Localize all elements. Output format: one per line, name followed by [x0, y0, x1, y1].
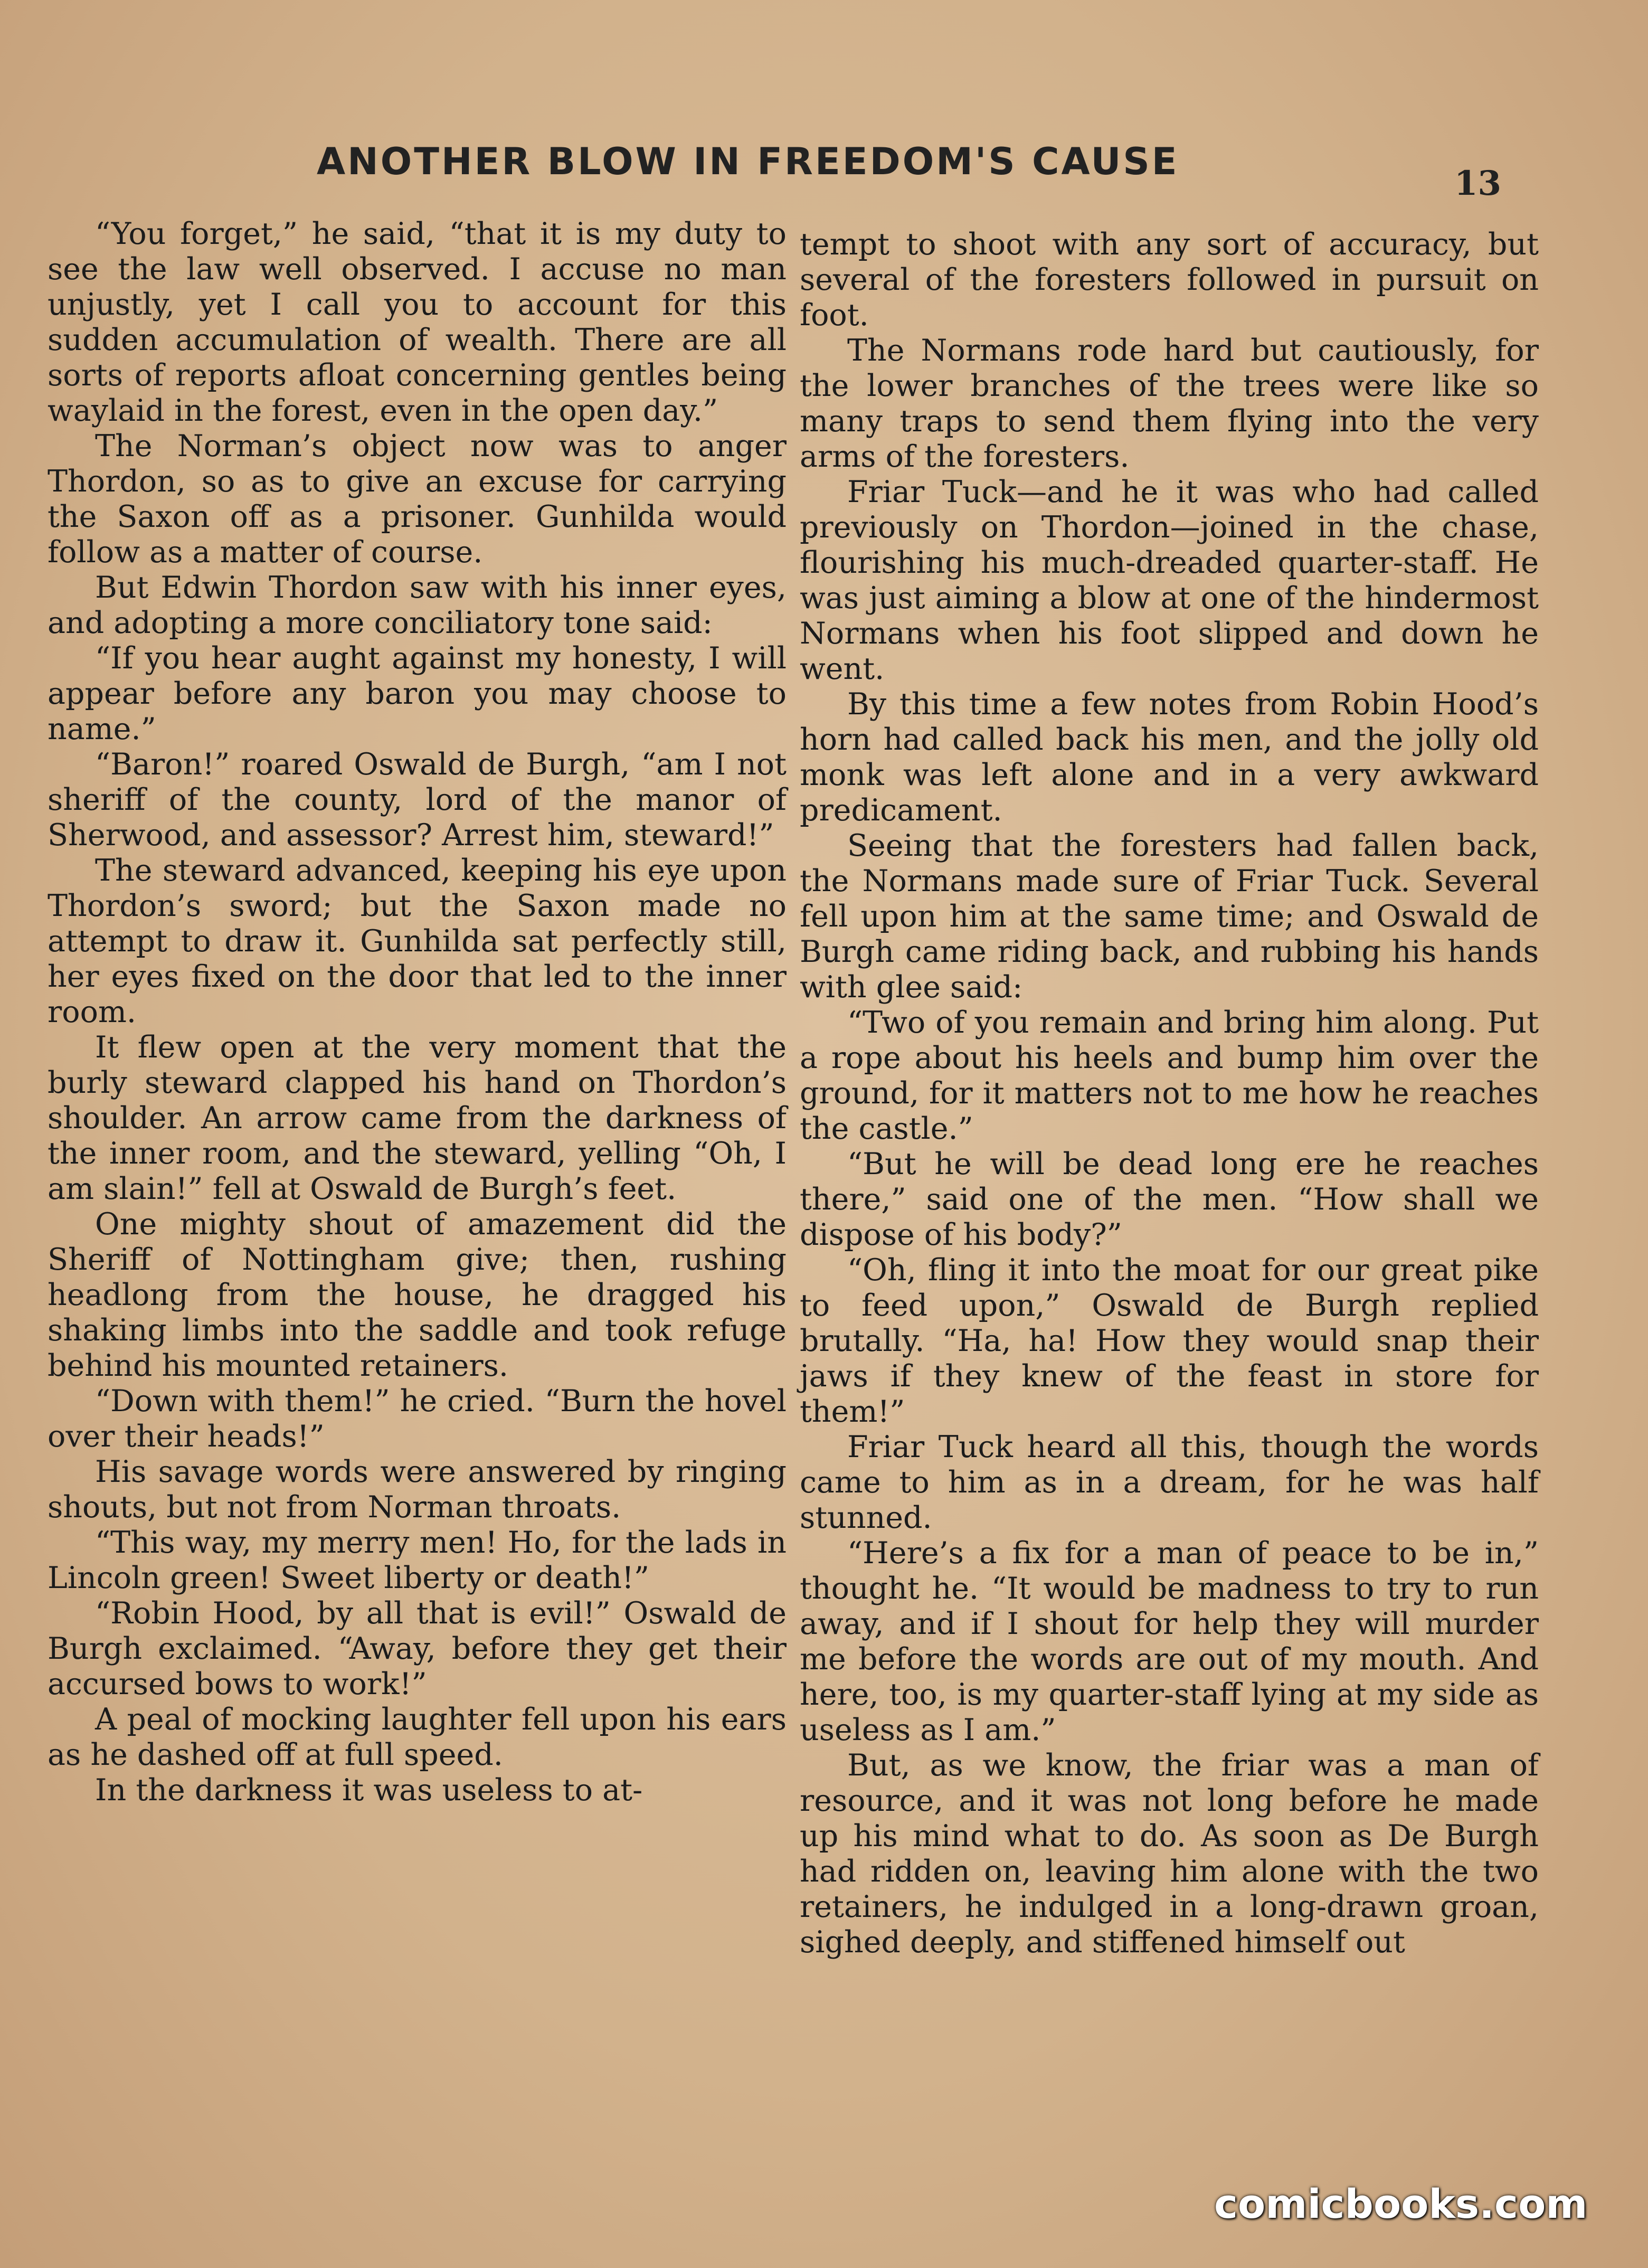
- paragraph: “Down with them!” he cried. “Burn the hovel over their heads!”: [48, 1384, 787, 1454]
- paragraph: By this time a few notes from Robin Hood’s horn had called back his men, and the jolly old monk was left alone and in a very awkward predicament.: [800, 687, 1539, 828]
- paragraph: tempt to shoot with any sort of accuracy, but several of the foresters followed in pursuit on foot.: [800, 227, 1539, 333]
- paragraph: The Norman’s object now was to anger Thordon, so as to give an excuse for carrying the Saxon off as a prisoner. Gunhilda would follow as a matter of course.: [48, 429, 787, 570]
- paragraph: “Robin Hood, by all that is evil!” Oswald de Burgh exclaimed. “Away, before they get their accursed bows to work!”: [48, 1596, 787, 1702]
- paragraph: “Two of you remain and bring him along. Put a rope about his heels and bump him over the ground, for it matters not to me how he reaches the castle.”: [800, 1005, 1539, 1146]
- paragraph: “This way, my merry men! Ho, for the lads in Lincoln green! Sweet liberty or death!”: [48, 1525, 787, 1595]
- paragraph: “If you hear aught against my honesty, I will appear before any baron you may choose to name.”: [48, 641, 787, 746]
- running-header: ANOTHER BLOW IN FREEDOM'S CAUSE: [317, 140, 1179, 183]
- paragraph: The steward advanced, keeping his eye upon Thordon’s sword; but the Saxon made no attempt to draw it. Gunhilda sat perfectly still, her eyes fixed on the door that led to the inner room.: [48, 853, 787, 1029]
- paragraph: In the darkness it was useless to at-: [95, 1773, 643, 1808]
- paragraph: “You forget,” he said, “that it is my duty to see the law well observed. I accuse no man unjustly, yet I call you to account for this sudden accumulation of wealth. There are all sorts of reports afloat concerning gentles being waylaid in the forest, even in the open day.”: [48, 216, 787, 428]
- paragraph: “Here’s a fix for a man of peace to be in,” thought he. “It would be madness to try to run away, and if I shout for help they will murder me before the words are out of my mouth. And here, too, is my quarter-staff lying at my side as useless as I am.”: [800, 1536, 1539, 1747]
- paragraph: His savage words were answered by ringing shouts, but not from Norman throats.: [48, 1454, 787, 1525]
- right-column: [800, 227, 1539, 1960]
- paragraph: A peal of mocking laughter fell upon his ears as he dashed off at full speed.: [48, 1702, 787, 1772]
- paragraph: Friar Tuck heard all this, though the words came to him as in a dream, for he was half stunned.: [800, 1430, 1539, 1535]
- paragraph: “Baron!” roared Oswald de Burgh, “am I not sheriff of the county, lord of the manor of Sherwood, and assessor? Arrest him, steward!”: [48, 747, 787, 853]
- paragraph: It flew open at the very moment that the burly steward clapped his hand on Thordon’s shoulder. An arrow came from the darkness of the inner room, and the steward, yelling “Oh, I am slain!” fell at Oswald de Burgh’s feet.: [48, 1030, 787, 1206]
- site-watermark: comicbooks.com: [1214, 2180, 1588, 2227]
- page-number: 13: [1454, 164, 1502, 203]
- paragraph: “But he will be dead long ere he reaches there,” said one of the men. “How shall we dispose of his body?”: [800, 1147, 1539, 1252]
- left-column: [48, 216, 787, 1808]
- paragraph: But, as we know, the friar was a man of resource, and it was not long before he made up his mind what to do. As soon as De Burgh had ridden on, leaving him alone with the two retainers, he indulged in a long-drawn groan, sighed deeply, and stiffened himself out: [800, 1748, 1539, 1960]
- paragraph: Friar Tuck—and he it was who had called previously on Thordon—joined in the chase, flourishing his much-dreaded quarter-staff. He was just aiming a blow at one of the hindermost Normans when his foot slipped and down he went.: [800, 475, 1539, 686]
- paragraph: “Oh, fling it into the moat for our great pike to feed upon,” Oswald de Burgh replied brutally. “Ha, ha! How they would snap their jaws if they knew of the feast in store for them!”: [800, 1253, 1539, 1429]
- paragraph: The Normans rode hard but cautiously, for the lower branches of the trees were like so many traps to send them flying into the very arms of the foresters.: [800, 333, 1539, 474]
- paragraph: Seeing that the foresters had fallen back, the Normans made sure of Friar Tuck. Several fell upon him at the same time; and Oswald de Burgh came riding back, and rubbing his hands with glee said:: [800, 828, 1539, 1005]
- paragraph: One mighty shout of amazement did the Sheriff of Nottingham give; then, rushing headlong from the house, he dragged his shaking limbs into the saddle and took refuge behind his mounted retainers.: [48, 1207, 787, 1383]
- paragraph: But Edwin Thordon saw with his inner eyes, and adopting a more conciliatory tone said:: [48, 570, 787, 640]
